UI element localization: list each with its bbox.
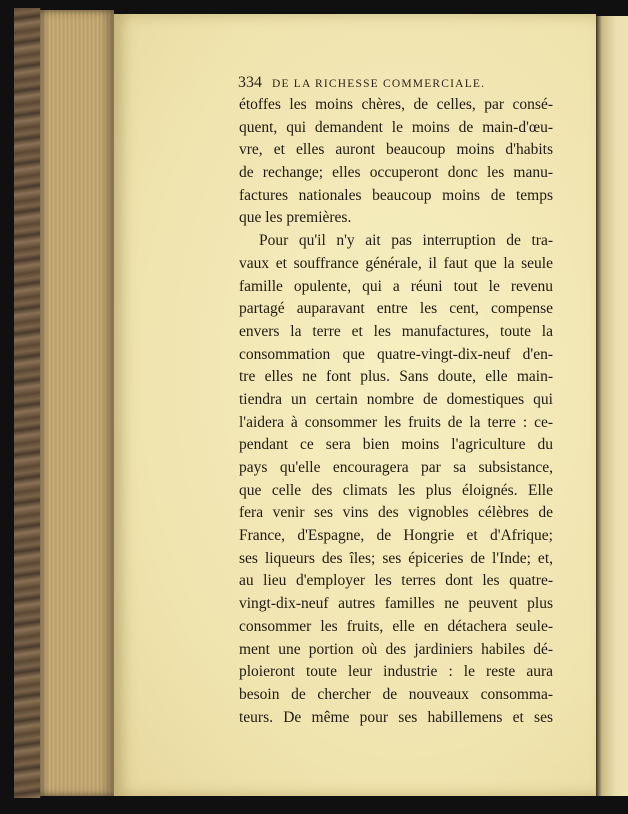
text-line: tre elles ne font plus. Sans doute, elle main- bbox=[239, 368, 553, 386]
text-line: envers la terre et les manufactures, toute la bbox=[239, 322, 553, 340]
text-line: factures nationales beaucoup moins de temps bbox=[239, 186, 553, 204]
text-line: pendant ce sera bien moins l'agriculture du bbox=[239, 436, 553, 454]
text-line: teurs. De même pour ses habillemens et ses bbox=[239, 708, 553, 726]
facing-page-edge bbox=[596, 16, 628, 796]
text-line: vre, et elles auront beaucoup moins d'habits bbox=[239, 141, 553, 159]
text-line: de rechange; elles occuperont donc les manu- bbox=[239, 164, 553, 182]
text-line: France, d'Espagne, de Hongrie et d'Afrique; bbox=[239, 527, 553, 545]
text-line: famille opulente, qui a réuni tout le revenu bbox=[239, 277, 553, 295]
text-line: vingt-dix-neuf autres familles ne peuvent plus bbox=[239, 595, 553, 613]
text-line: pays qu'elle encouragera par sa subsistance, bbox=[239, 459, 553, 476]
page-edges bbox=[40, 10, 114, 796]
text-line: Pour qu'il n'y ait pas interruption de tra- bbox=[259, 232, 553, 250]
text-line: tiendra un certain nombre de domestiques qui bbox=[239, 390, 553, 408]
text-line: consommer les fruits, elle en détachera seule- bbox=[239, 617, 553, 635]
text-line: que celle des climats les plus éloignés. Elle bbox=[239, 481, 553, 499]
running-title: DE LA RICHESSE COMMERCIALE. bbox=[272, 78, 486, 90]
text-line: fera venir ses vins des vignobles célèbres de bbox=[239, 504, 553, 522]
running-header bbox=[238, 74, 528, 96]
text-line: partagé auparavant entre les cent, compense bbox=[239, 300, 553, 318]
text-line: consommation que quatre-vingt-dix-neuf d'en- bbox=[239, 345, 553, 363]
text-line: que les premières. bbox=[239, 209, 352, 227]
book-binding bbox=[14, 8, 41, 798]
text-line: ploieront toute leur industrie : le reste aura bbox=[239, 663, 553, 681]
text-line: quent, qui demandent le moins de main-d'œu- bbox=[239, 118, 553, 136]
text-line: étoffes les moins chères, de celles, par consé- bbox=[239, 96, 553, 113]
text-line: ment une portion où des jardiniers habiles dé- bbox=[239, 640, 553, 658]
body-text bbox=[239, 94, 553, 729]
text-line: besoin de chercher de nouveaux consomma- bbox=[239, 685, 553, 703]
page-number: 334 bbox=[238, 74, 262, 91]
text-line: l'aidera à consommer les fruits de la terre : ce- bbox=[239, 413, 553, 431]
text-line: au lieu d'employer les terres dont les quatre- bbox=[239, 572, 553, 590]
text-line: vaux et souffrance générale, il faut que la seule bbox=[239, 254, 553, 272]
text-line: ses liqueurs des îles; ses épiceries de l'Inde; et, bbox=[239, 549, 553, 567]
